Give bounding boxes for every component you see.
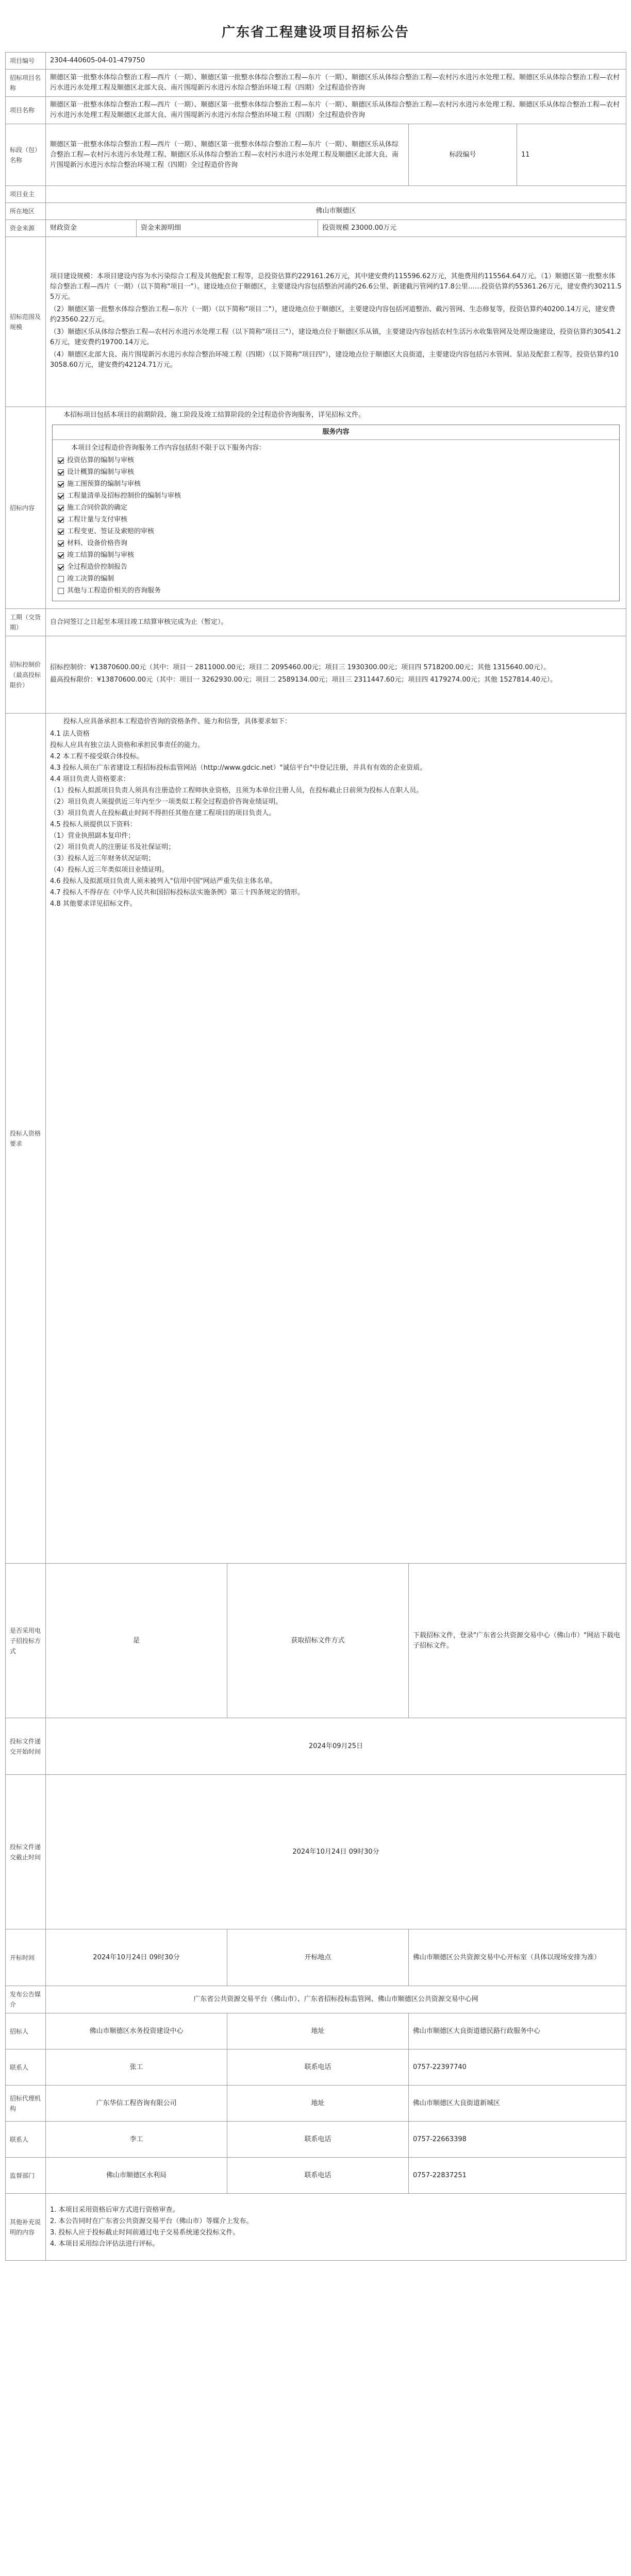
qual-intro: 投标人应具备承担本工程造价咨询的资格条件、能力和信誉，具体要求如下： — [63, 718, 292, 725]
value-registration: 是 — [46, 1564, 227, 1718]
row-open-time — [6, 1929, 626, 1986]
checkbox-checked-icon — [58, 564, 64, 570]
service-item-label: 竣工结算的编制与审核 — [67, 551, 135, 559]
value-project-name-full: 顺德区第一批整水体综合整治工程—西片（一期）、顺德区第一批整水体综合整治工程—东片（一期）、顺德区乐从体综合整治工程—农村污水进污水处理工程、顺德区乐从体综合整治工程—农村污水进污水处理工程及顺德区北部大良、南片围堤新污水进污水综合整治环境工程（四期）全过程造价咨询 — [46, 97, 626, 124]
checkbox-checked-icon — [58, 457, 64, 464]
value-tenderer-address: 佛山市顺德区大良街道德民路行政服务中心 — [409, 2013, 626, 2049]
checkbox-checked-icon — [58, 493, 64, 499]
qualification-item: 4.1 法人资格 — [50, 730, 90, 738]
service-box-body — [53, 440, 619, 601]
label-supervisor: 监督部门 — [6, 2158, 46, 2194]
remark-item: 1. 本项目采用资格后审方式进行资格审查。 — [50, 2206, 179, 2214]
service-item — [58, 586, 614, 596]
label-registration: 是否采用电子招投标方式 — [6, 1564, 46, 1718]
value-tenderer: 佛山市顺德区水务投资建设中心 — [46, 2013, 227, 2049]
label-open-time: 开标时间 — [6, 1929, 46, 1986]
service-box — [52, 425, 620, 601]
label-agency-phone: 联系电话 — [227, 2122, 409, 2158]
checkbox-checked-icon — [58, 529, 64, 535]
row-agency — [6, 2086, 626, 2122]
service-item-label: 施工图预算的编制与审核 — [67, 480, 141, 488]
row-owner — [6, 186, 626, 203]
service-item — [58, 491, 614, 501]
checkbox-checked-icon — [58, 469, 64, 476]
label-project-name-full: 项目名称 — [6, 97, 46, 124]
scope-note: 本招标项目包括本项目的前期阶段、施工阶段及竣工结算阶段的全过程造价咨询服务，详见招标文件。 — [63, 411, 366, 419]
checkbox-checked-icon — [58, 481, 64, 487]
row-tenderer-contact — [6, 2049, 626, 2086]
label-agency-address: 地址 — [227, 2086, 409, 2122]
value-project-code: 2304-440605-04-01-479750 — [46, 53, 626, 70]
label-qualification: 投标人资格要求 — [6, 714, 46, 1564]
service-item-label: 设计概算的编制与审核 — [67, 468, 135, 476]
row-project-name-full — [6, 97, 626, 124]
row-funds — [6, 220, 626, 237]
row-project-code — [6, 53, 626, 70]
row-supervisor — [6, 2158, 626, 2194]
value-scope — [46, 237, 626, 407]
service-item — [58, 527, 614, 537]
scope-para-3: （4）顺德区北部大良、南片围堤新污水进污水综合整治环境工程（四期）（以下简称"项目四"），建设地点位于顺德区大良街道，主要建设内容包括污水管网、泵站及配套工程等，投资估算约103058.60万元，建安费约42124.71万元。 — [50, 350, 619, 369]
value-tender-info — [46, 407, 626, 609]
scope-para-2: （3）顺德区乐从体综合整治工程—农村污水进污水处理工程（以下简称"项目三"），建设地点位于顺德区乐从镇，主要建设内容包括农村生活污水收集管网及处理设施建设，投资估算约30541.26万元，建安费约19700.14万元。 — [50, 328, 621, 346]
service-item — [58, 467, 614, 478]
service-item — [58, 479, 614, 489]
checkbox-checked-icon — [58, 540, 64, 547]
service-item-label: 竣工决算的编制 — [67, 575, 114, 583]
row-tender-info — [6, 407, 626, 609]
qualification-item: 4.2 本工程不接受联合体投标。 — [50, 753, 143, 760]
label-section-name: 标段（包）名称 — [6, 124, 46, 186]
checkbox-empty-icon — [58, 576, 64, 582]
label-tenderer-phone: 联系电话 — [227, 2049, 409, 2086]
value-remarks — [46, 2194, 626, 2261]
qualification-item: 4.5 投标人须提供以下资料： — [50, 821, 137, 828]
service-item — [58, 562, 614, 572]
max-price-detail: 最高投标限价：¥13870600.00元（其中：项目一 3262930.00元；项目二 2589134.00元；项目三 2311447.60元；项目四 4179274.00元；其他 1527814.40元）。 — [50, 675, 557, 684]
label-project-name: 招标项目名称 — [6, 70, 46, 97]
label-publisher: 发布公告媒介 — [6, 1986, 46, 2013]
label-tenderer-contact: 联系人 — [6, 2049, 46, 2086]
value-region: 佛山市顺德区 — [46, 203, 626, 220]
value-max-price — [46, 636, 626, 714]
checkbox-checked-icon — [58, 552, 64, 558]
service-item-label: 全过程造价控制报告 — [67, 563, 128, 571]
value-open-time: 2024年10月24日 09时30分 — [46, 1929, 227, 1986]
row-registration — [6, 1564, 626, 1718]
label-deadline: 投标文件递交截止时间 — [6, 1775, 46, 1929]
row-scope — [6, 237, 626, 407]
service-item — [58, 503, 614, 513]
remark-item: 2. 本公告同时在广东省公共资源交易平台（佛山市）等媒介上发布。 — [50, 2217, 253, 2225]
page-title: 广东省工程建设项目招标公告 — [221, 25, 409, 40]
label-registration-method: 获取招标文件方式 — [227, 1564, 409, 1718]
scope-para-0: 项目建设规模：本项目建设内容为水污染综合工程及其他配套工程等，总投资估算约229161.26万元，其中建安费约115596.62万元，其他费用约115564.64万元。（1）顺德区第一批整水体综合整治工程—西片（一期）（以下简称"项目一"）。建设地点位于顺德区，主要建设内容包括整治河涌约26.6公里、新建截污管网约17.8公里……投资估算约55361.26万元，建安费约30211.55万元。 — [50, 272, 622, 301]
qualification-item: 4.4 项目负责人资格要求： — [50, 775, 130, 783]
label-project-code: 项目编号 — [6, 53, 46, 70]
service-item — [58, 538, 614, 549]
value-agency-contact: 李工 — [46, 2122, 227, 2158]
value-section-name: 顺德区第一批整水体综合整治工程—西片（一期）、顺德区第一批整水体综合整治工程—东片（一期）、顺德区乐从体综合整治工程—农村污水进污水处理工程、顺德区乐从体综合整治工程—农村污水进污水处理工程及顺德区北部大良、南片围堤新污水进污水综合整治环境工程（四期）全过程造价咨询 — [46, 124, 409, 186]
qualification-item: 4.3 投标人须在广东省建设工程招标投标监管网站（http://www.gdcic.net）"诚信平台"中登记注册，并具有有效的企业资质。 — [50, 764, 427, 772]
value-fund-type: 资金来源明细 — [137, 220, 318, 237]
row-project-name — [6, 70, 626, 97]
value-tenderer-phone: 0757-22397740 — [409, 2049, 626, 2086]
qualification-item: 4.6 投标人及拟派项目负责人须未被列入"信用中国"网站严重失信主体名单。 — [50, 877, 277, 885]
remarks-list — [50, 2205, 622, 2249]
value-registration-detail: 下载招标文件，登录"广东省公共资源交易中心（佛山市）"网站下载电子招标文件。 — [409, 1564, 626, 1718]
label-scope: 招标范围及规模 — [6, 237, 46, 407]
service-item — [58, 550, 614, 561]
value-qualification — [46, 714, 626, 1564]
value-agency-phone: 0757-22663398 — [409, 2122, 626, 2158]
tender-notice-table — [5, 52, 626, 2261]
row-publisher — [6, 1986, 626, 2013]
qualification-item: （1）营业执照副本复印件； — [50, 832, 135, 840]
remark-item: 4. 本项目采用综合评估法进行评标。 — [50, 2240, 159, 2248]
row-region — [6, 203, 626, 220]
label-region: 所在地区 — [6, 203, 46, 220]
value-agency-address: 佛山市顺德区大良街道新城区 — [409, 2086, 626, 2122]
value-project-name: 顺德区第一批整水体综合整治工程—西片（一期）、顺德区第一批整水体综合整治工程—东片（一期）、顺德区乐从体综合整治工程—农村污水进污水处理工程、顺德区乐从体综合整治工程—农村污水进污水处理工程及顺德区北部大良、南片围堤新污水进污水综合整治环境工程（四期）全过程造价咨询 — [46, 70, 626, 97]
service-item-label: 施工合同价款的确定 — [67, 504, 128, 512]
label-tenderer: 招标人 — [6, 2013, 46, 2049]
row-qualification — [6, 714, 626, 1564]
label-open-place: 开标地点 — [227, 1929, 409, 1986]
qualification-item: （2）项目负责人的注册证书及社保证明； — [50, 843, 175, 851]
row-remarks — [6, 2194, 626, 2261]
value-bid-time: 2024年09月25日 — [46, 1718, 626, 1775]
qual-list — [50, 729, 622, 909]
label-agency-contact: 联系人 — [6, 2122, 46, 2158]
service-box-title: 服务内容 — [53, 425, 619, 440]
value-owner-blank — [46, 186, 626, 203]
row-max-price — [6, 636, 626, 714]
row-section-name — [6, 124, 626, 186]
service-list — [58, 455, 614, 596]
service-intro: 本项目全过程造价咨询服务工作内容包括但不限于以下服务内容： — [71, 444, 266, 452]
row-agency-contact — [6, 2122, 626, 2158]
label-funds: 资金来源 — [6, 220, 46, 237]
service-item-label: 材料、设备价格咨询 — [67, 539, 128, 547]
label-section-code: 标段编号 — [409, 124, 517, 186]
value-supervisor-phone: 0757-22837251 — [409, 2158, 626, 2194]
value-agency: 广东华信工程咨询有限公司 — [46, 2086, 227, 2122]
label-tender-info: 招标内容 — [6, 407, 46, 609]
max-price-line: 招标控制价：¥13870600.00元（其中：项目一 2811000.00元；项目二 2095460.00元；项目三 1930300.00元；项目四 5718200.00元；其他 1315640.00元）。 — [50, 663, 551, 671]
scope-para-1: （2）顺德区第一批整水体综合整治工程—东片（一期）（以下简称"项目二"），建设地点位于顺德区，主要建设内容包括河道整治、截污管网、生态修复等，投资估算约40200.14万元，建安费约23560.22万元。 — [50, 305, 616, 324]
qualification-item: （3）投标人近三年财务状况证明； — [50, 855, 155, 862]
service-item-label: 工程计量与支付审核 — [67, 516, 128, 523]
value-publisher: 广东省公共资源交易平台（佛山市）、广东省招标投标监管网、佛山市顺德区公共资源交易中心网 — [46, 1986, 626, 2013]
checkbox-checked-icon — [58, 517, 64, 523]
value-tenderer-contact: 张工 — [46, 2049, 227, 2086]
checkbox-empty-icon — [58, 588, 64, 594]
service-item-label: 投资估算的编制与审核 — [67, 456, 135, 464]
label-supervisor-phone: 联系电话 — [227, 2158, 409, 2194]
row-tenderer — [6, 2013, 626, 2049]
value-period: 自合同签订之日起至本项目竣工结算审核完成为止（暂定）。 — [46, 609, 626, 636]
value-open-place: 佛山市顺德区公共资源交易中心开标室（具体以现场安排为准） — [409, 1929, 626, 1986]
value-section-code: 11 — [517, 124, 626, 186]
service-item-label: 工程量清单及招标控制价的编制与审核 — [67, 492, 181, 500]
qualification-item: 投标人应具有独立法人资格和承担民事责任的能力。 — [50, 741, 205, 749]
label-max-price: 招标控制价（最高投标限价） — [6, 636, 46, 714]
value-funds: 财政资金 — [46, 220, 137, 237]
qualification-item: （4）投标人近三年类似项目业绩证明。 — [50, 866, 169, 874]
service-item-label: 工程变更、签证及索赔的审核 — [67, 528, 155, 535]
row-period — [6, 609, 626, 636]
qualification-item: （2）项目负责人须提供近三年内至少一项类似工程全过程造价咨询业绩证明。 — [50, 798, 283, 806]
service-item-label: 其他与工程造价相关的咨询服务 — [67, 587, 161, 595]
qualification-item: 4.7 投标人不得存在《中华人民共和国招标投标法实施条例》第三十四条规定的情形。 — [50, 889, 304, 896]
value-supervisor: 佛山市顺德区水利局 — [46, 2158, 227, 2194]
service-item — [58, 574, 614, 584]
qualification-item: （3）项目负责人在投标截止时间不得担任其他在建工程项目的项目负责人。 — [50, 809, 276, 817]
service-item — [58, 455, 614, 466]
row-bid-time — [6, 1718, 626, 1775]
service-item — [58, 515, 614, 525]
label-period: 工期（交货期） — [6, 609, 46, 636]
label-tenderer-address: 地址 — [227, 2013, 409, 2049]
page — [5, 5, 626, 2261]
remark-item: 3. 投标人应于投标截止时间前通过电子交易系统递交投标文件。 — [50, 2228, 240, 2236]
checkbox-checked-icon — [58, 505, 64, 511]
qualification-item: 4.8 其他要求详见招标文件。 — [50, 900, 137, 908]
label-remarks: 其他补充说明的内容 — [6, 2194, 46, 2261]
value-deadline: 2024年10月24日 09时30分 — [46, 1775, 626, 1929]
row-deadline — [6, 1775, 626, 1929]
label-bid-time: 投标文件递交开始时间 — [6, 1718, 46, 1775]
label-owner: 项目业主 — [6, 186, 46, 203]
label-agency: 招标代理机构 — [6, 2086, 46, 2122]
value-invest: 投资规模 23000.00万元 — [318, 220, 626, 237]
qualification-item: （1）投标人拟派项目负责人须具有注册造价工程师执业资格，且须为本单位注册人员，在投标截止日前须为投标人在职人员。 — [50, 787, 423, 794]
